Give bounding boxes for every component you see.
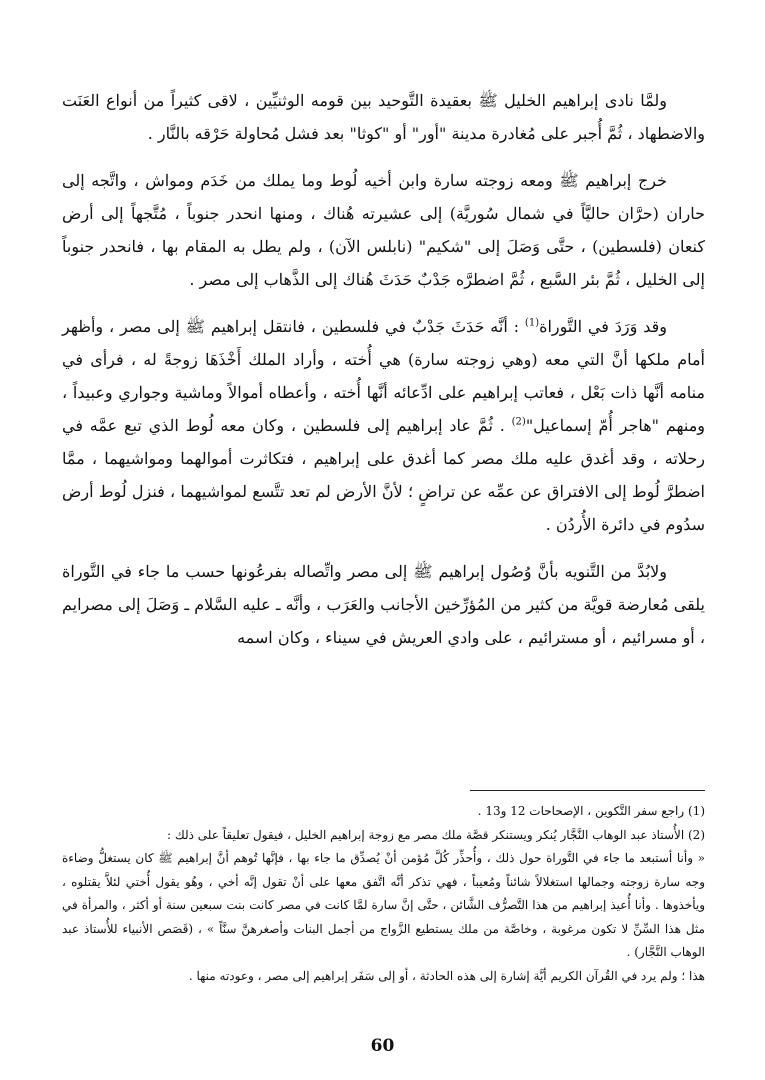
footnote-2: (2) الأُستاذ عبد الوهاب النَّجَّار يُنكر ويستنكر قصَّة ملك مصر مع زوجة إبراهيم الخليل ، فيقول تعليقاً على ذلك : — [167, 827, 705, 842]
main-text — [62, 84, 705, 668]
footnote-1: (1) راجع سفر التَّكوين ، الإصحاحات 12 و13 . — [477, 804, 705, 818]
paragraph-3-part-1: وقد وَرَدَ في التَّوراة — [539, 317, 668, 336]
paragraph-3-part-3: . ثُمَّ عاد إبراهيم إلى فلسطين ، وكان معه لُوط الذي تبع عمَّه في رحلاته ، وقد أغدق عليه ملك مصر كما أغدق على إبراهيم ، فتكاثرت أموالهما ومواشيهما ، ممَّا اضطرَّ لُوط إلى الافتراق عن عمِّه عن تراضٍ ؛ لأنَّ الأرض لم تعد تتَّسع لمواشيهما ، فنزل لُوط أرض سدُوم في دائرة الأُردُن . — [62, 416, 705, 534]
footnote-2-note: هذا ؛ ولم يرد في القُرآن الكريم أيَّة إشارة إلى هذه الحادثة ، أو إلى سَفَر إبراهيم إلى مصر ، وعودته منها . — [188, 968, 705, 983]
footnotes — [62, 800, 705, 988]
paragraph-3 — [62, 310, 705, 541]
paragraph-4: ولابُدَّ من التَّنويه بأنَّ وُصُول إبراهيم ﷺ إلى مصر واتِّصاله بفرعُونها حسب ما جاء في التَّوراة يلقى مُعارضة قويَّة من كثير من المُؤرِّخين الأجانب والعَرَب ، وأنَّه ـ عليه السَّلام ـ وَصَلَ إلى مصرايم ، أو مسرائيم ، أو مسترائيم ، على وادي العريش في سيناء ، وكان اسمه — [62, 562, 705, 647]
paragraph-1: ولمَّا نادى إبراهيم الخليل ﷺ بعقيدة التَّوحيد بين قومه الوثنيِّين ، لاقى كثيراً من أنواع العَنَت والاضطهاد ، ثُمَّ أُجبر على مُغادرة مدينة "أور" أو "كوثا" بعد فشل مُحاولة حَرْقه بالنَّار . — [62, 91, 705, 143]
page-number: 60 — [370, 1036, 395, 1056]
footnote-separator — [470, 790, 705, 791]
paragraph-3-part-2: : أنَّه حَدَثَ جَدْبٌ في فلسطين ، فانتقل إبراهيم ﷺ إلى مصر ، وأظهر أمام ملكها أنَّ التي معه (وهي زوجته سارة) هي أُخته ، وأراد الملك أَخْذَهَا زوجةً له ، فرأى في منامه أنَّها ذات بَعْل ، فعاتب إبراهيم على ادِّعائه أنَّها أُخته ، وأعطاه أموالاً وماشية وجواري وعبيداً ، ومنهم "هاجر أُمّ إسماعيل" — [62, 317, 706, 435]
footnote-2-quote: « وأنا أستبعد ما جاء في التَّوراة حول ذلك ، وأُحذِّر كُلَّ مُؤمن أنْ يُصدِّق ما جاء بها ، فإنَّها تُوهم أنَّ إبراهيم ﷺ كان يستغلُّ وضاءة وجه سارة زوجته وجمالها استغلالاً شائناً ومُعيباً ، فهي تذكر أنَّه اتَّفق معها على أنْ تقول إنَّه أخي ، وهُو يقول أُختي لئلاَّ يقتلوه ، ويأخذوها . وأنا أُعيذ إبراهيم من هذا التَّصرُّف الشَّائن ، حتَّى إنَّ سارة لمَّا كانت في مصر كانت بنت سبعين سنة أو أكثر ، والمرأة في مثل هذا السِّنِّ لا تكون مرغوبة ، وخاصَّة من ملك يستطيع الزَّواج من أجمل البنات وأصغرهنَّ سنَّاً » ، (قَصَص الأنبياء للأُستاذ عبد الوهاب النَّجَّار) . — [62, 851, 706, 959]
footnote-ref-1: (1) — [524, 317, 540, 329]
footnote-ref-2: (2) — [511, 416, 526, 428]
paragraph-2: خرج إبراهيم ﷺ ومعه زوجته سارة وابن أخيه لُوط وما يملك من خَدَم ومواش ، واتَّجه إلى حاران (حرَّان حاليَّاً في شمال سُوريَّة) إلى عشيرته هُناك ، ومنها انحدر جنوباً ، مُتَّجهاً إلى أرض كنعان (فلسطين) ، حتَّى وَصَلَ إلى "شكيم" (نابلس الآن) ، ولم يطل به المقام بها ، فانحدر جنوباً إلى الخليل ، ثُمَّ بئر السَّبع ، ثُمَّ اضطرَّه جَدْبٌ حَدَثَ هُناك إلى الذَّهاب إلى مصر . — [62, 171, 705, 289]
